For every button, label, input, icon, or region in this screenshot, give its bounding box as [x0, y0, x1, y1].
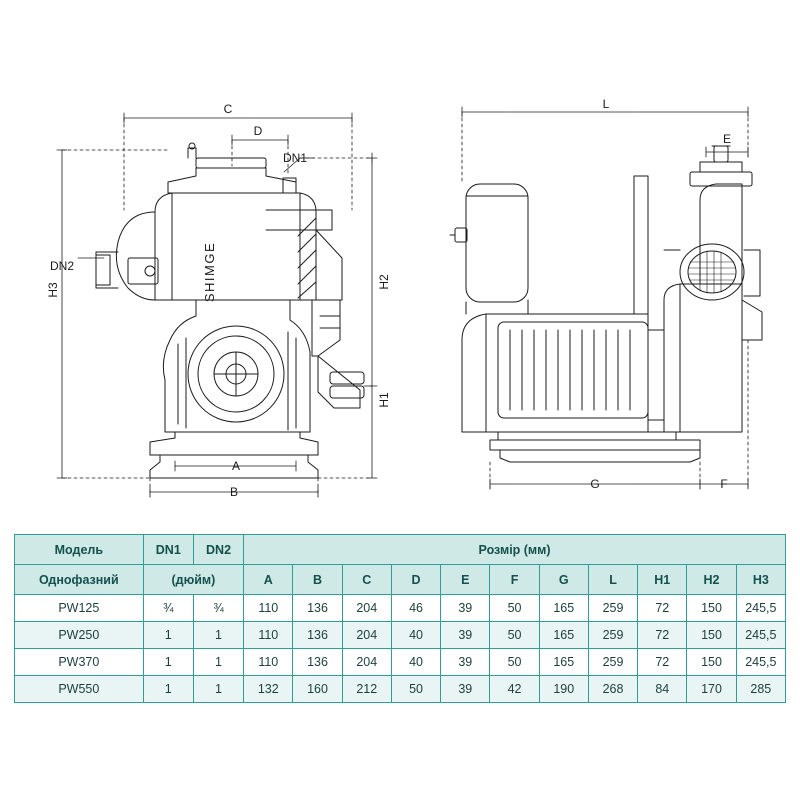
table-row — [15, 622, 786, 649]
header-dim-E: E — [441, 565, 490, 595]
header-dim-C: C — [342, 565, 391, 595]
side-view-geometry — [450, 146, 762, 462]
header-dim-A: A — [244, 565, 293, 595]
cell-H3: 245,5 — [736, 595, 785, 622]
cell-model: PW250 — [15, 622, 144, 649]
header-phase: Однофазний — [15, 565, 144, 595]
cell-H1: 72 — [638, 622, 687, 649]
spec-table — [14, 534, 786, 703]
label-H1: H1 — [377, 392, 391, 408]
cell-E: 39 — [441, 649, 490, 676]
cell-E: 39 — [441, 595, 490, 622]
label-C: C — [223, 102, 233, 116]
table-header — [15, 535, 786, 595]
label-DN1: DN1 — [283, 151, 308, 165]
header-dim-G: G — [539, 565, 588, 595]
cell-G: 165 — [539, 622, 588, 649]
label-H2: H2 — [377, 274, 391, 290]
cell-F: 50 — [490, 595, 539, 622]
cell-A: 110 — [244, 622, 293, 649]
cell-F: 50 — [490, 622, 539, 649]
cell-F: 42 — [490, 676, 539, 703]
header-dim-D: D — [391, 565, 440, 595]
cell-E: 39 — [441, 622, 490, 649]
cell-D: 46 — [391, 595, 440, 622]
cell-dn1: ¾ — [143, 595, 193, 622]
header-dim-H3: H3 — [736, 565, 785, 595]
cell-B: 136 — [293, 649, 342, 676]
table-header-row-1 — [15, 535, 786, 565]
cell-dn1: 1 — [143, 676, 193, 703]
cell-H2: 150 — [687, 595, 736, 622]
label-B: B — [229, 485, 239, 499]
header-dim-F: F — [490, 565, 539, 595]
cell-A: 110 — [244, 595, 293, 622]
cell-F: 50 — [490, 649, 539, 676]
front-view-dimensions — [57, 113, 377, 497]
cell-D: 40 — [391, 622, 440, 649]
label-D: D — [253, 124, 263, 138]
cell-H1: 84 — [638, 676, 687, 703]
cell-B: 136 — [293, 622, 342, 649]
cell-L: 259 — [588, 595, 637, 622]
cell-model: PW370 — [15, 649, 144, 676]
cell-D: 50 — [391, 676, 440, 703]
cell-H1: 72 — [638, 595, 687, 622]
cell-C: 204 — [342, 622, 391, 649]
header-dn2: DN2 — [193, 535, 243, 565]
label-H3: H3 — [46, 282, 60, 298]
cell-L: 259 — [588, 649, 637, 676]
cell-model: PW125 — [15, 595, 144, 622]
cell-model: PW550 — [15, 676, 144, 703]
table-row — [15, 676, 786, 703]
cell-dn2: 1 — [193, 622, 243, 649]
cell-L: 268 — [588, 676, 637, 703]
header-dim-H2: H2 — [687, 565, 736, 595]
header-size-group: Розмір (мм) — [244, 535, 786, 565]
cell-G: 190 — [539, 676, 588, 703]
cell-dn2: 1 — [193, 676, 243, 703]
header-dim-H1: H1 — [638, 565, 687, 595]
front-view-geometry — [96, 143, 364, 478]
header-model: Модель — [15, 535, 144, 565]
cell-B: 160 — [293, 676, 342, 703]
label-G: G — [590, 477, 600, 491]
cell-B: 136 — [293, 595, 342, 622]
cell-dn2: 1 — [193, 649, 243, 676]
header-dn1: DN1 — [143, 535, 193, 565]
cell-D: 40 — [391, 649, 440, 676]
cell-H3: 245,5 — [736, 649, 785, 676]
cell-A: 110 — [244, 649, 293, 676]
label-E: E — [722, 132, 732, 146]
label-A: A — [231, 459, 241, 473]
cell-A: 132 — [244, 676, 293, 703]
table-row — [15, 649, 786, 676]
label-F: F — [720, 477, 728, 491]
label-DN2: DN2 — [49, 259, 74, 273]
spec-table-container — [14, 534, 786, 703]
table-body — [15, 595, 786, 703]
cell-dn2: ¾ — [193, 595, 243, 622]
header-dim-L: L — [588, 565, 637, 595]
cell-L: 259 — [588, 622, 637, 649]
table-row — [15, 595, 786, 622]
cell-H1: 72 — [638, 649, 687, 676]
cell-dn1: 1 — [143, 649, 193, 676]
cell-dn1: 1 — [143, 622, 193, 649]
cell-C: 212 — [342, 676, 391, 703]
table-header-row-2 — [15, 565, 786, 595]
cell-C: 204 — [342, 649, 391, 676]
cell-H2: 150 — [687, 622, 736, 649]
cell-H2: 150 — [687, 649, 736, 676]
cell-C: 204 — [342, 595, 391, 622]
cell-H2: 170 — [687, 676, 736, 703]
cell-G: 165 — [539, 595, 588, 622]
cell-H3: 285 — [736, 676, 785, 703]
brand-text: SHIMGE — [202, 241, 217, 303]
cell-E: 39 — [441, 676, 490, 703]
header-unit: (дюйм) — [143, 565, 244, 595]
cell-G: 165 — [539, 649, 588, 676]
cell-H3: 245,5 — [736, 622, 785, 649]
header-dim-B: B — [293, 565, 342, 595]
label-L: L — [602, 97, 610, 111]
